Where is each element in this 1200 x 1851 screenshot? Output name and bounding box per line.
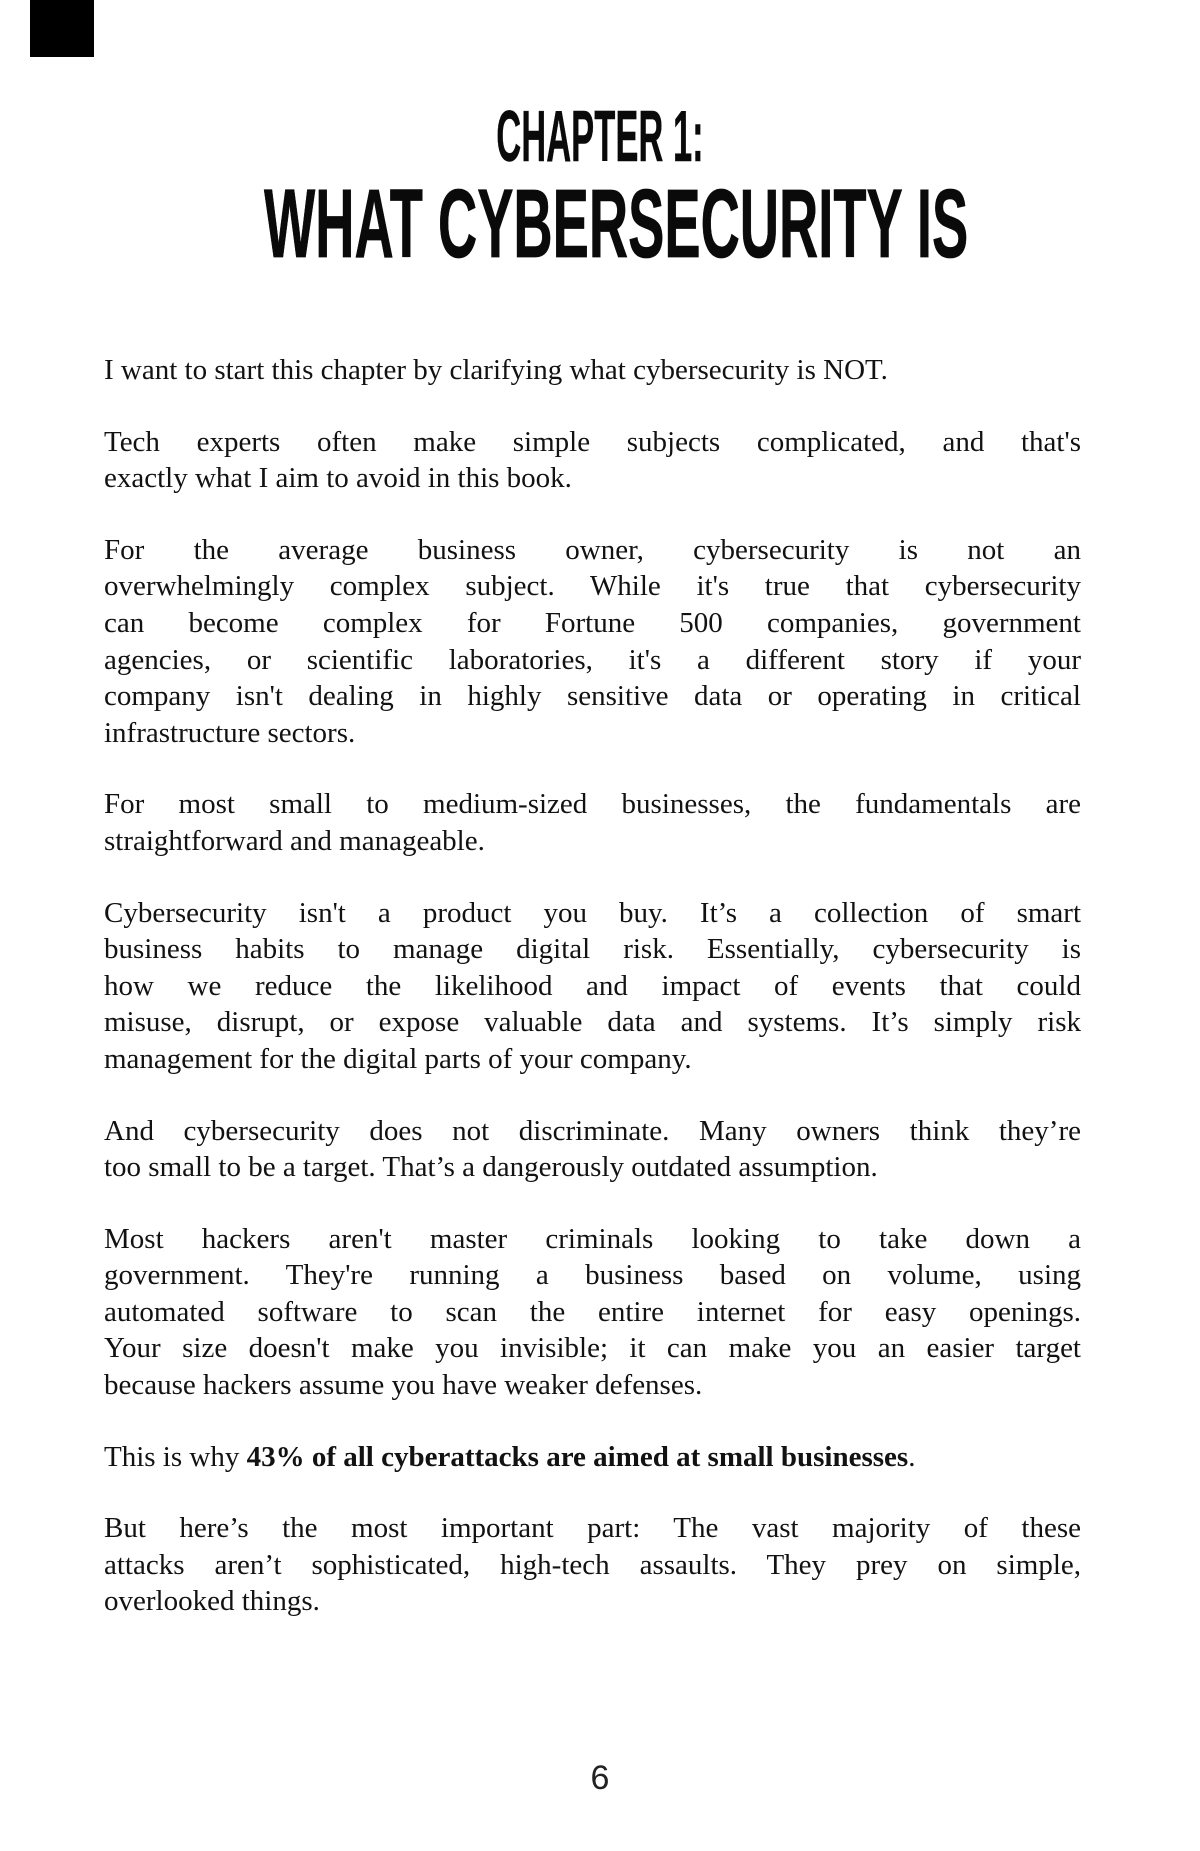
- text-line: [104, 1041, 1081, 1078]
- text-run: This is why: [104, 1440, 247, 1473]
- text-run: misuse, disrupt, or expose valuable data and systems. It’s simply risk: [104, 1006, 1081, 1039]
- text-line: [104, 1221, 1081, 1258]
- text-run: too small to be a target. That’s a dangerously outdated assumption.: [104, 1151, 878, 1184]
- text-run: agencies, or scientific laboratories, it's a different story if your: [104, 643, 1081, 676]
- text-run: .: [908, 1440, 916, 1473]
- text-line: [104, 605, 1081, 642]
- paragraph: [104, 532, 1081, 752]
- text-run: company isn't dealing in highly sensitive data or operating in critical: [104, 680, 1081, 713]
- text-line: [104, 568, 1081, 605]
- text-line: [104, 642, 1081, 679]
- text-line: [104, 1257, 1081, 1294]
- text-line: [104, 1330, 1081, 1367]
- paragraph: [104, 424, 1081, 497]
- text-run: attacks aren’t sophisticated, high-tech assaults. They prey on simple,: [104, 1548, 1081, 1581]
- text-line: [104, 1294, 1081, 1331]
- text-run: straightforward and manageable.: [104, 824, 485, 857]
- text-run: And cybersecurity does not discriminate. Many owners think they’re: [104, 1114, 1081, 1147]
- paragraph: [104, 1510, 1081, 1620]
- paragraph: [104, 352, 1081, 389]
- text-run: overwhelmingly complex subject. While it's true that cybersecurity: [104, 570, 1081, 603]
- text-line: [104, 532, 1081, 569]
- text-line: [104, 1113, 1081, 1150]
- paragraph: [104, 1221, 1081, 1404]
- text-run: can become complex for Fortune 500 companies, government: [104, 606, 1081, 639]
- text-line: [104, 1439, 1081, 1476]
- text-run: how we reduce the likelihood and impact of events that could: [104, 969, 1081, 1002]
- paragraph: [104, 1113, 1081, 1186]
- text-run: Most hackers aren't master criminals looking to take down a: [104, 1222, 1081, 1255]
- chapter-title: WHAT CYBERSECURITY IS: [264, 169, 969, 278]
- paragraph: [104, 1439, 1081, 1476]
- text-line: [104, 1510, 1081, 1547]
- text-run: because hackers assume you have weaker defenses.: [104, 1369, 703, 1402]
- text-run: infrastructure sectors.: [104, 716, 356, 749]
- text-line: [104, 1547, 1081, 1584]
- paragraph: [104, 786, 1081, 859]
- text-line: [104, 1367, 1081, 1404]
- text-line: [104, 1583, 1081, 1620]
- text-line: [104, 895, 1081, 932]
- bold-text-run: 43% of all cyberattacks are aimed at small businesses: [246, 1440, 909, 1473]
- text-line: [104, 424, 1081, 461]
- page-number: 6: [590, 1759, 610, 1797]
- text-line: [104, 678, 1081, 715]
- text-line: [104, 823, 1081, 860]
- text-run: automated software to scan the entire internet for easy openings.: [104, 1295, 1081, 1328]
- text-line: [104, 1004, 1081, 1041]
- paragraph: [104, 895, 1081, 1078]
- text-run: Cybersecurity isn't a product you buy. It’s a collection of smart: [104, 896, 1081, 929]
- text-line: [104, 460, 1081, 497]
- text-run: Tech experts often make simple subjects complicated, and that's: [104, 425, 1081, 458]
- text-run: But here’s the most important part: The vast majority of these: [104, 1512, 1081, 1545]
- body-paragraphs: [104, 352, 1081, 1655]
- text-line: [104, 786, 1081, 823]
- text-run: I want to start this chapter by clarifying what cybersecurity is NOT.: [104, 354, 888, 386]
- text-line: [104, 715, 1081, 752]
- text-run: For most small to medium-sized businesses, the fundamentals are: [104, 788, 1081, 821]
- text-line: [104, 352, 1081, 389]
- text-run: exactly what I aim to avoid in this book.: [104, 462, 572, 495]
- text-run: management for the digital parts of your company.: [104, 1042, 692, 1075]
- chapter-label: CHAPTER 1:: [496, 97, 704, 177]
- text-line: [104, 1149, 1081, 1186]
- text-line: [104, 968, 1081, 1005]
- corner-mark: [30, 0, 94, 57]
- text-line: [104, 931, 1081, 968]
- text-run: government. They're running a business based on volume, using: [104, 1259, 1081, 1292]
- text-run: For the average business owner, cybersecurity is not an: [104, 533, 1081, 566]
- text-run: overlooked things.: [104, 1585, 320, 1618]
- text-run: business habits to manage digital risk. Essentially, cybersecurity is: [104, 933, 1081, 966]
- text-run: Your size doesn't make you invisible; it can make you an easier target: [104, 1332, 1081, 1365]
